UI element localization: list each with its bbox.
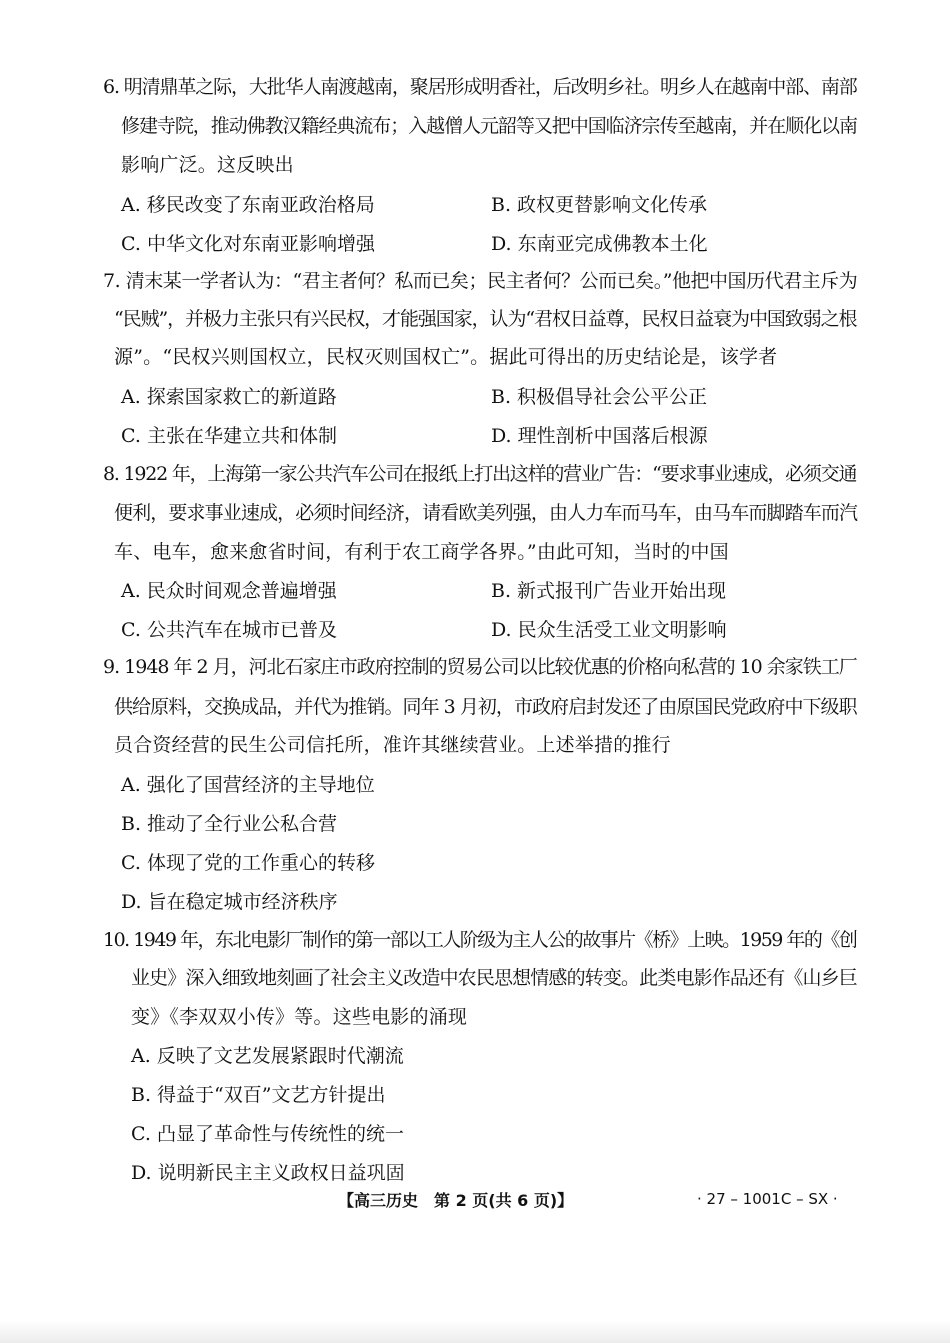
- question-10-option-c: C. 凸显了革命性与传统性的统一: [131, 1123, 404, 1145]
- question-10-stem-line-1: 10. 1949 年，东北电影厂制作的第一部以工人阶级为主人公的故事片《桥》上映。1959 年的《创: [103, 929, 857, 951]
- question-9-stem-line-2: 供给原料，交换成品，并代为推销。同年 3 月初，市政府启封发还了由原国民党政府中下级职: [114, 696, 857, 718]
- question-10-option-d: D. 说明新民主主义政权日益巩固: [131, 1162, 405, 1184]
- question-10-option-b: B. 得益于“双百”文艺方针提出: [131, 1084, 386, 1106]
- question-7-stem-line-3: 源”。“民权兴则国权立，民权灭则国权亡”。据此可得出的历史结论是，该学者: [114, 346, 778, 368]
- question-8-stem-line-1: 8. 1922 年，上海第一家公共汽车公司在报纸上打出这样的营业广告：“要求事业速成，必须交通: [103, 463, 857, 485]
- question-9-stem-line-3: 员合资经营的民生公司信托所，准许其继续营业。上述举措的推行: [114, 734, 671, 756]
- question-9-option-c: C. 体现了党的工作重心的转移: [121, 852, 375, 874]
- question-9-option-d: D. 旨在稳定城市经济秩序: [121, 891, 338, 913]
- question-8-option-a: A. 民众时间观念普遍增强: [121, 580, 337, 602]
- question-6-option-b: B. 政权更替影响文化传承: [491, 194, 708, 216]
- question-8-option-c: C. 公共汽车在城市已普及: [121, 619, 337, 641]
- question-8-stem-line-2: 便利，要求事业速成，必须时间经济，请看欧美列强，由人力车而马车，由马车而脚踏车而汽: [114, 502, 858, 524]
- question-8-option-d: D. 民众生活受工业文明影响: [491, 619, 727, 641]
- question-6-stem-line-1: 6. 明清鼎革之际，大批华人南渡越南，聚居形成明香社，后改明乡社。明乡人在越南中部、南部: [103, 76, 857, 98]
- question-10-stem-line-2: 业史》深入细致地刻画了社会主义改造中农民思想情感的转变。此类电影作品还有《山乡巨: [131, 967, 857, 989]
- question-6-option-d: D. 东南亚完成佛教本土化: [491, 233, 708, 255]
- question-7-option-d: D. 理性剖析中国落后根源: [491, 425, 708, 447]
- question-6-option-a: A. 移民改变了东南亚政治格局: [121, 194, 375, 216]
- question-9-option-b: B. 推动了全行业公私合营: [121, 813, 338, 835]
- question-6-stem-line-2: 修建寺院，推动佛教汉籍经典流布；入越僧人元韶等又把中国临济宗传至越南，并在顺化以南: [121, 115, 857, 137]
- scan-bottom-edge: [0, 1320, 950, 1343]
- question-7-stem-line-1: 7. 清末某一学者认为：“君主者何？私而已矣；民主者何？公而已矣。”他把中国历代君主斥为: [103, 270, 858, 292]
- page-footer-title: 【高三历史 第 2 页(共 6 页)】: [338, 1191, 574, 1210]
- question-8-stem-line-3: 车、电车，愈来愈省时间，有利于农工商学各界。”由此可知，当时的中国: [114, 541, 729, 563]
- question-10-stem-line-3: 变》《李双双小传》等。这些电影的涌现: [131, 1006, 468, 1028]
- question-7-option-c: C. 主张在华建立共和体制: [121, 425, 337, 447]
- question-10-option-a: A. 反映了文艺发展紧跟时代潮流: [131, 1045, 404, 1067]
- question-9-option-a: A. 强化了国营经济的主导地位: [121, 774, 375, 796]
- question-7-stem-line-2: “民贼”，并极力主张只有兴民权，才能强国家，认为“君权日益尊，民权日益衰为中国致弱之根: [114, 308, 857, 330]
- question-9-stem-line-1: 9. 1948 年 2 月，河北石家庄市政府控制的贸易公司以比较优惠的价格向私营的 10 余家铁工厂: [103, 656, 857, 678]
- question-8-option-b: B. 新式报刊广告业开始出现: [491, 580, 727, 602]
- question-7-option-b: B. 积极倡导社会公平公正: [491, 386, 708, 408]
- page-footer-code: · 27 – 1001C – SX ·: [697, 1190, 838, 1208]
- question-6-stem-line-3: 影响广泛。这反映出: [121, 154, 294, 176]
- question-6-option-c: C. 中华文化对东南亚影响增强: [121, 233, 375, 255]
- question-7-option-a: A. 探索国家救亡的新道路: [121, 386, 337, 408]
